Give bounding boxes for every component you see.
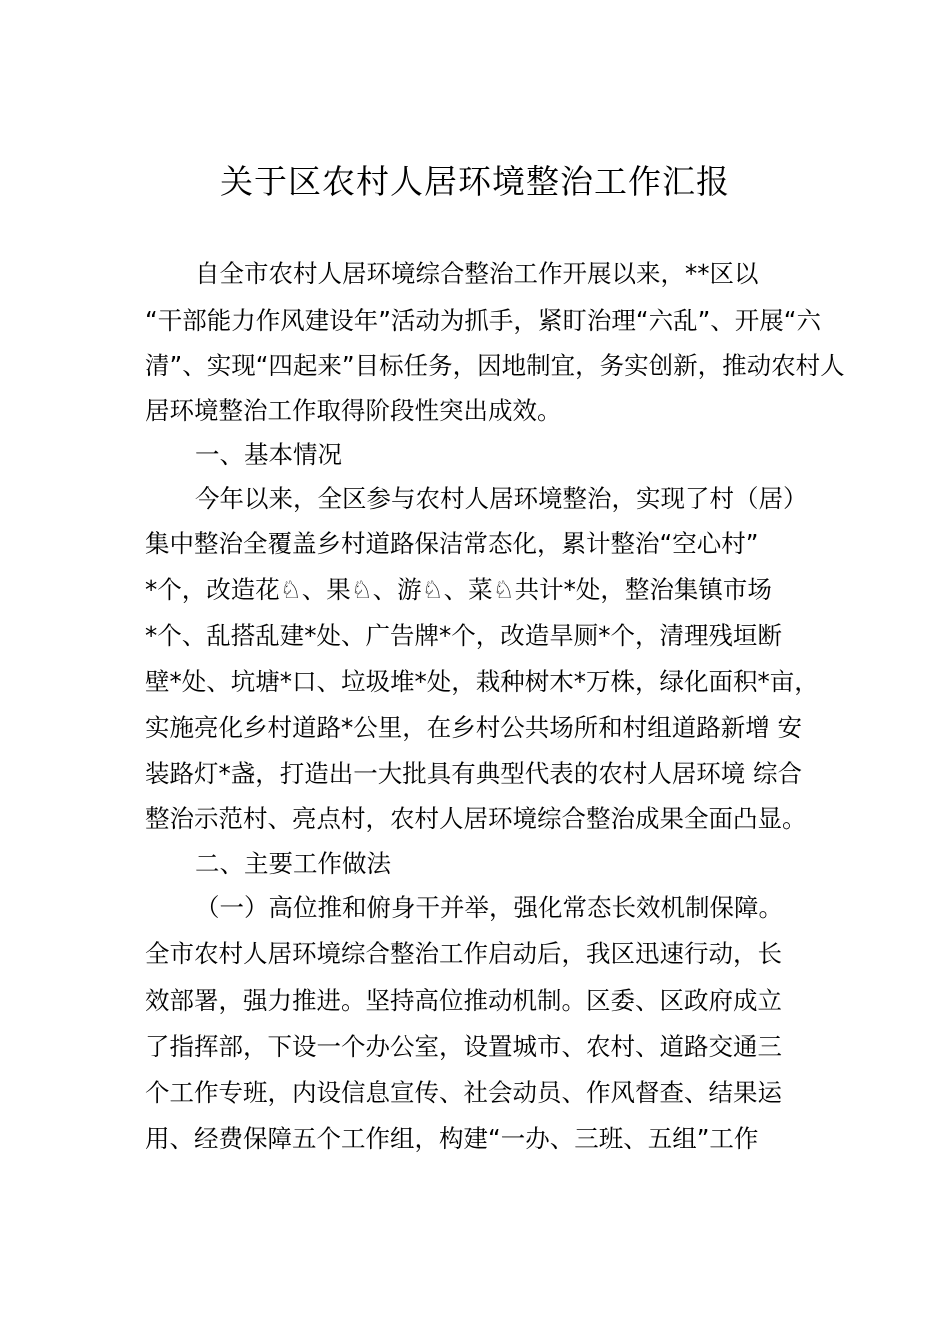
paragraph-line: 清”、实现“四起来”目标任务，因地制宜，务实创新，推动农村人 <box>145 351 845 380</box>
paragraph-line: *个、乱搭乱建*处、广告牌*个，改造旱厕*个，清理残垣断 <box>145 621 782 650</box>
paragraph-line: 了指挥部，下设一个办公室，设置城市、农村、道路交通三 <box>145 1032 782 1061</box>
section-heading: 二、主要工作做法 <box>195 849 391 878</box>
paragraph-line: 集中整治全覆盖乡村道路保洁常态化，累计整治“空心村” <box>145 529 759 558</box>
paragraph-line: 用、经费保障五个工作组，构建“一办、三班、五组”工作 <box>145 1124 759 1153</box>
paragraph-line: 装路灯*盏，打造出一大批具有典型代表的农村人居环境 综合 <box>145 759 803 788</box>
paragraph-line: 效部署，强力推进。坚持高位推动机制。区委、区政府成立 <box>145 986 782 1015</box>
paragraph-line: 自全市农村人居环境综合整治工作开展以来，**区以 <box>195 259 759 288</box>
paragraph-line: 实施亮化乡村道路*公里，在乡村公共场所和村组道路新增 安 <box>145 713 803 742</box>
document-title: 关于区农村人居环境整治工作汇报 <box>220 162 730 201</box>
paragraph-line: 全市农村人居环境综合整治工作启动后，我区迅速行动，长 <box>145 939 782 968</box>
paragraph-line: 壁*处、坑塘*口、垃圾堆*处，栽种树木*万株，绿化面积*亩， <box>145 667 819 696</box>
paragraph-line: *个，改造花♘、果♘、游♘、菜♘共计*处，整治集镇市场 <box>145 575 772 604</box>
section-heading: 一、基本情况 <box>195 440 342 469</box>
paragraph-line: 居环境整治工作取得阶段性突出成效。 <box>145 396 562 425</box>
paragraph-line: “干部能力作风建设年”活动为抓手，紧盯治理“六乱”、开展“六 <box>145 306 821 335</box>
paragraph-line: 今年以来，全区参与农村人居环境整治，实现了村（居） <box>195 484 808 513</box>
paragraph-line: 个工作专班，内设信息宣传、社会动员、作风督查、结果运 <box>145 1078 782 1107</box>
subsection-heading: （一）高位推和俯身干并举，强化常态长效机制保障。 <box>195 893 783 922</box>
paragraph-line: 整治示范村、亮点村，农村人居环境综合整治成果全面凸显。 <box>145 804 807 833</box>
